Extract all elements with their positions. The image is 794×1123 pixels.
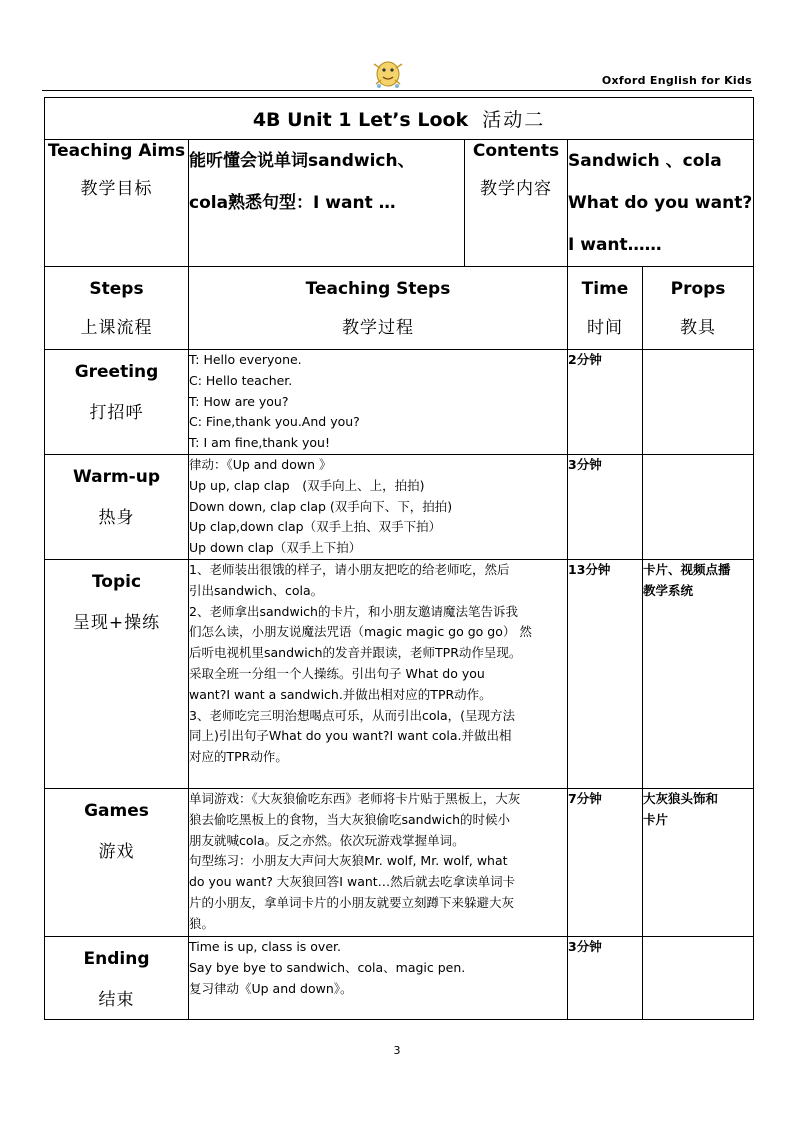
step-label-ending: Ending 结束 xyxy=(45,937,189,1020)
contents-label: Contents 教学内容 xyxy=(465,140,568,267)
step-props-topic: 卡片、视频点播 教学系统 xyxy=(643,560,754,789)
header-brand: Oxford English for Kids xyxy=(601,74,752,87)
step-label-topic: Topic 呈现+操练 xyxy=(45,560,189,789)
table-row xyxy=(45,455,754,560)
lesson-plan-table xyxy=(44,97,754,1020)
table-row xyxy=(45,560,754,789)
teaching-aims-label: Teaching Aims 教学目标 xyxy=(45,140,189,267)
lesson-title xyxy=(45,98,754,140)
step-time-games: 7分钟 xyxy=(568,789,643,937)
table-row xyxy=(45,789,754,937)
step-content-greeting: T: Hello everyone. C: Hello teacher. T: How are you? C: Fine,thank you.And you? T: I am fine,thank you! xyxy=(189,350,568,455)
time-header: Time 时间 xyxy=(568,267,643,350)
step-content-warmup: 律动：《Up and down 》 Up up, clap clap (双手向上、上，拍拍) Down down, clap clap (双手向下、下，拍拍) Up clap,down clap（双手上拍、双手下拍） Up down clap（双手上下拍） xyxy=(189,455,568,560)
step-label-games: Games 游戏 xyxy=(45,789,189,937)
step-props-ending xyxy=(643,937,754,1020)
contents-text: Sandwich 、cola What do you want? I want…… xyxy=(568,140,754,267)
lesson-title-cn: 活动二 xyxy=(482,109,546,131)
step-label-greeting: Greeting 打招呼 xyxy=(45,350,189,455)
step-content-topic: 1、老师装出很饿的样子，请小朋友把吃的给老师吃，然后 引出sandwich、cola。 2、老师拿出sandwich的卡片，和小朋友邀请魔法笔告诉我 们怎么读，小朋友说魔法咒语（magic magic go go go） 然 后听电视机里sandwich的发音并跟读，老师TPR动作呈现。 采取全班一分组一个人操练。引出句子 What do you want?I want a sandwich.并做出相对应的TPR动作。 3、老师吃完三明治想喝点可乐，从而引出cola，(呈现方法 同上)引出句子What do you want?I want cola.并做出相 对应的TPR动作。 xyxy=(189,560,568,789)
page-number: 3 xyxy=(393,1044,401,1057)
table-row xyxy=(45,937,754,1020)
step-time-warmup: 3分钟 xyxy=(568,455,643,560)
steps-header: Steps 上课流程 xyxy=(45,267,189,350)
step-props-greeting xyxy=(643,350,754,455)
step-props-games: 大灰狼头饰和 卡片 xyxy=(643,789,754,937)
step-props-warmup xyxy=(643,455,754,560)
teaching-aims-text: 能听懂会说单词sandwich、 cola熟悉句型：I want … xyxy=(189,140,465,267)
step-label-warmup: Warm-up 热身 xyxy=(45,455,189,560)
header-divider xyxy=(42,90,752,91)
props-header: Props 教具 xyxy=(643,267,754,350)
table-row xyxy=(45,350,754,455)
teaching-steps-header: Teaching Steps 教学过程 xyxy=(189,267,568,350)
step-content-ending: Time is up, class is over. Say bye bye to sandwich、cola、magic pen. 复习律动《Up and down》。 xyxy=(189,937,568,1020)
step-time-ending: 3分钟 xyxy=(568,937,643,1020)
lesson-title-en: 4B Unit 1 Let’s Look xyxy=(252,109,469,131)
step-time-greeting: 2分钟 xyxy=(568,350,643,455)
step-time-topic: 13分钟 xyxy=(568,560,643,789)
kids-mascot-logo-icon xyxy=(366,56,410,90)
step-content-games: 单词游戏：《大灰狼偷吃东西》老师将卡片贴于黑板上，大灰 狼去偷吃黑板上的食物，当大灰狼偷吃sandwich的时候小 朋友就喊cola。反之亦然。依次玩游戏掌握单词。 句型练习：小朋友大声问大灰狼Mr. wolf, Mr. wolf, what do you want? 大灰狼回答I want…然后就去吃拿读单词卡 片的小朋友，拿单词卡片的小朋友就要立刻蹲下来躲避大灰 狼。 xyxy=(189,789,568,937)
